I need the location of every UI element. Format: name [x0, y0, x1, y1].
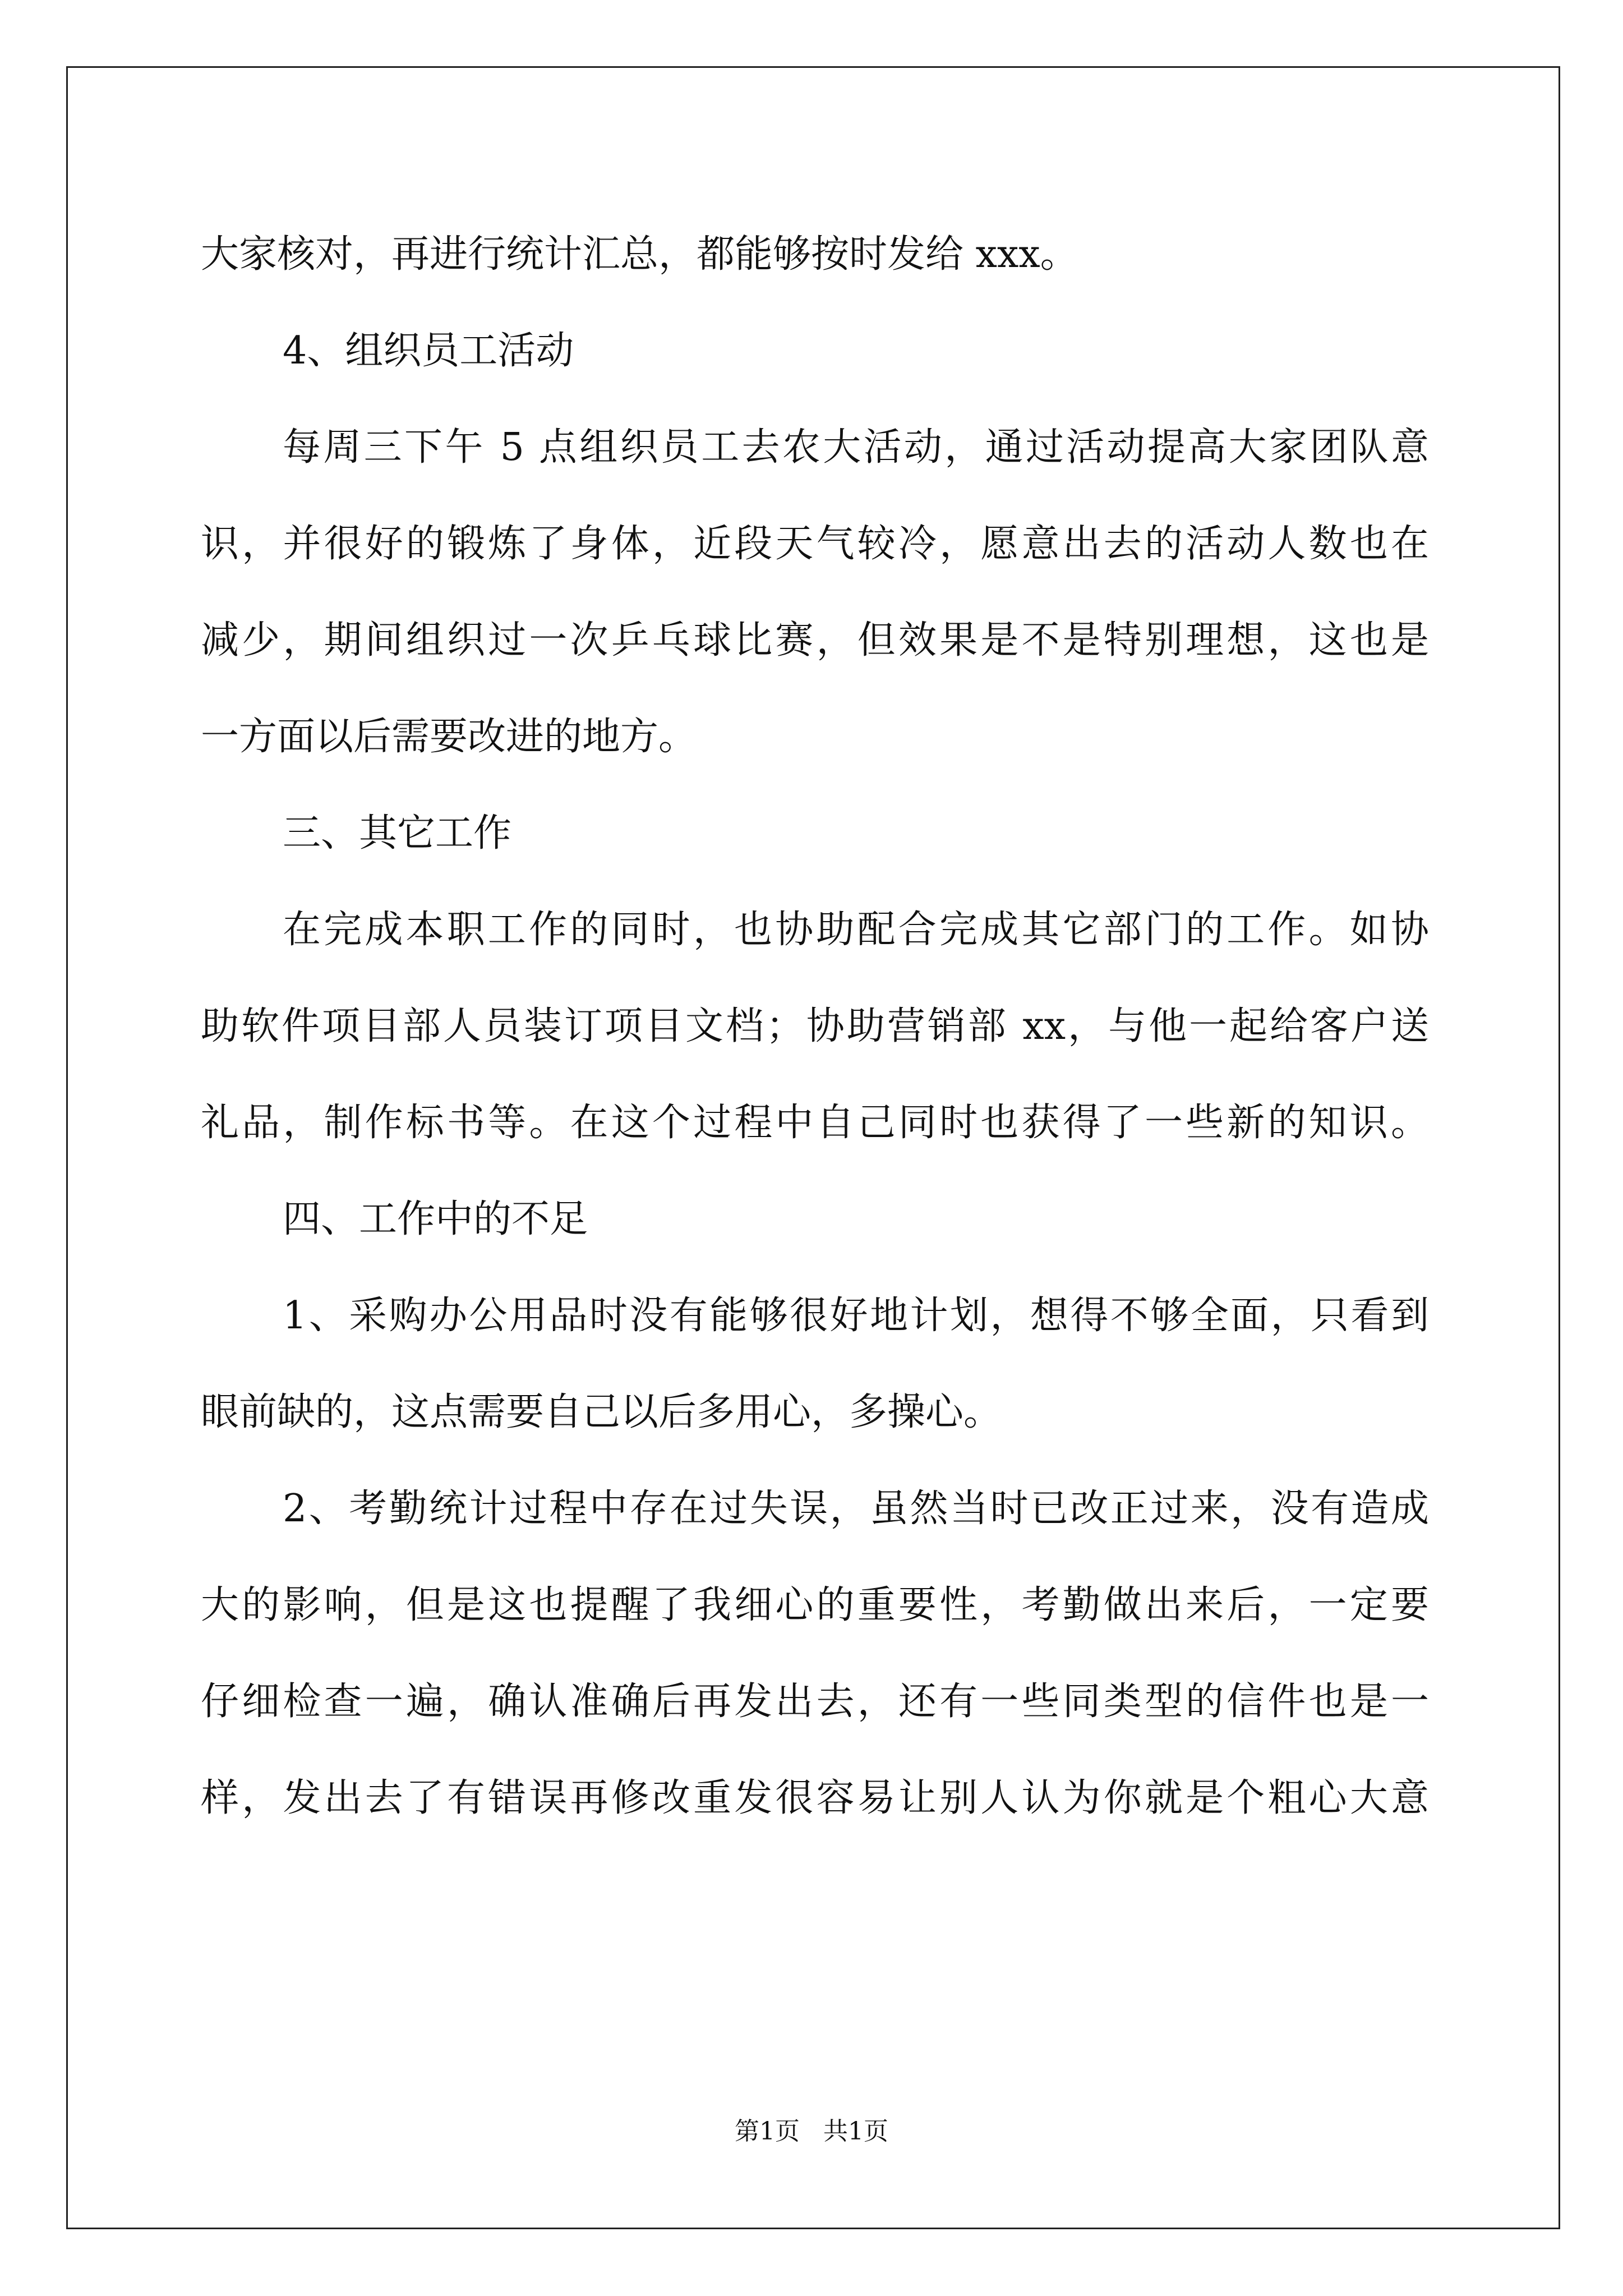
- text-line: 4、组织员工活动: [283, 329, 574, 373]
- text-line: 样，发出去了有错误再修改重发很容易让别人认为你就是个粗心大意: [201, 1776, 1429, 1820]
- text-line: 识，并很好的锻炼了身体，近段天气较冷，愿意出去的活动人数也在: [201, 522, 1429, 566]
- text-line: 仔细检查一遍，确认准确后再发出去，还有一些同类型的信件也是一: [201, 1680, 1429, 1724]
- text-line: 眼前缺的，这点需要自己以后多用心，多操心。: [201, 1390, 1002, 1434]
- text-line: 大的影响，但是这也提醒了我细心的重要性，考勤做出来后，一定要: [201, 1583, 1429, 1627]
- text-line: 每周三下午 5 点组织员工去农大活动，通过活动提高大家团队意: [283, 425, 1429, 470]
- text-line: 在完成本职工作的同时，也协助配合完成其它部门的工作。如协: [283, 908, 1429, 952]
- text-line: 礼品，制作标书等。在这个过程中自己同时也获得了一些新的知识。: [201, 1101, 1429, 1145]
- text-line: 1、采购办公用品时没有能够很好地计划，想得不够全面，只看到: [283, 1294, 1429, 1338]
- text-line: 一方面以后需要改进的地方。: [201, 715, 697, 759]
- text-line: 三、其它工作: [283, 811, 512, 855]
- page-footer: 第1页 共1页: [735, 2117, 888, 2146]
- text-line: 助软件项目部人员装订项目文档；协助营销部 xx，与他一起给客户送: [201, 1004, 1429, 1048]
- text-line: 四、工作中的不足: [283, 1197, 588, 1241]
- document-body: [201, 217, 1429, 1857]
- text-line: 减少，期间组织过一次乒乓球比赛，但效果是不是特别理想，这也是: [201, 618, 1429, 662]
- text-line: 大家核对，再进行统计汇总，都能够按时发给 xxx。: [201, 232, 1078, 277]
- text-line: 2、考勤统计过程中存在过失误，虽然当时已改正过来，没有造成: [283, 1487, 1429, 1531]
